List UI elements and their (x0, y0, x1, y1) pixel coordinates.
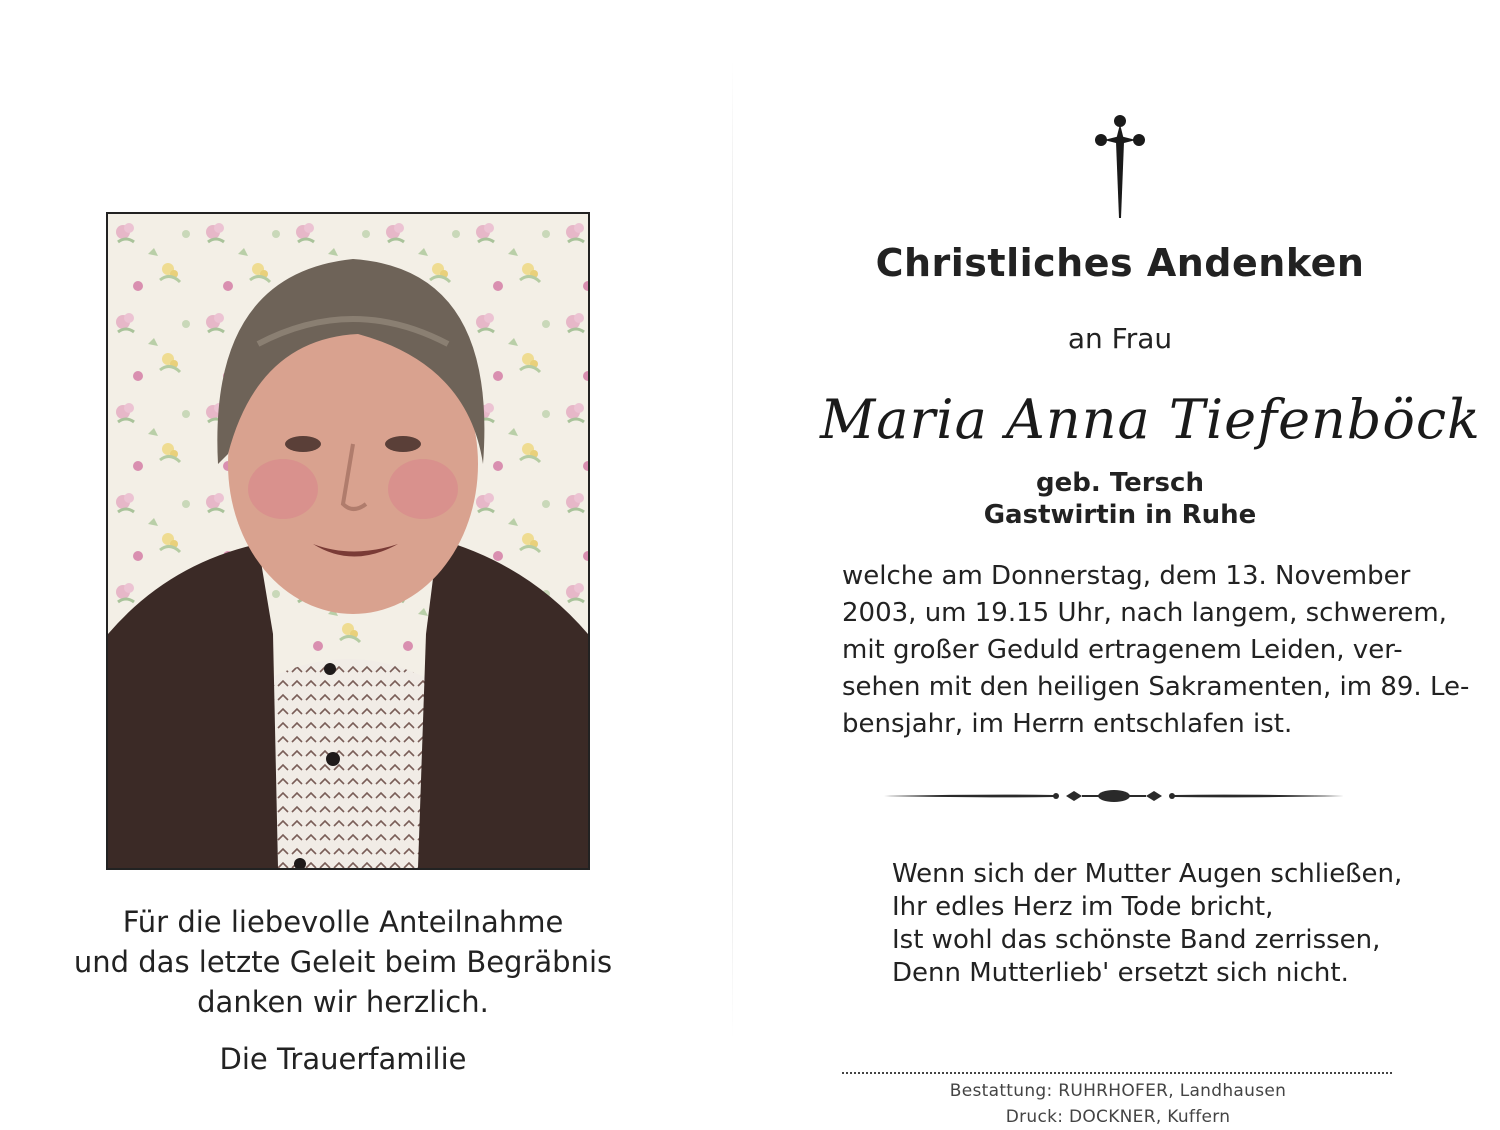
poem-line: Denn Mutterlieb' ersetzt sich nicht. (892, 958, 1349, 988)
thanks-line: danken wir herzlich. (197, 985, 489, 1019)
cross-icon (1094, 114, 1146, 224)
obituary-line: welche am Donnerstag, dem 13. November (842, 561, 1411, 591)
thanks-text (60, 902, 626, 1022)
portrait-photo (106, 212, 590, 870)
obituary-line: sehen mit den heiligen Sakramenten, im 89. Le- (842, 672, 1470, 702)
poem (892, 858, 1412, 990)
occupation: Gastwirtin in Ruhe (983, 500, 1257, 530)
maiden-name: geb. Tersch (1036, 468, 1204, 498)
card-headline: Christliches Andenken (875, 241, 1365, 285)
family-signature: Die Trauerfamilie (219, 1042, 467, 1076)
credit-line: Bestattung: RUHRHOFER, Landhausen (949, 1081, 1287, 1101)
poem-line: Ist wohl das schönste Band zerrissen, (892, 925, 1381, 955)
ornament-divider-icon (884, 785, 1344, 811)
thanks-line: Für die liebevolle Anteilnahme (122, 905, 564, 939)
obituary-line: mit großer Geduld ertragenem Leiden, ver- (842, 635, 1403, 665)
obituary-line: bensjahr, im Herrn entschlafen ist. (842, 709, 1293, 739)
obituary-text (842, 558, 1470, 743)
thanks-line: und das letzte Geleit beim Begräbnis (73, 945, 613, 979)
dotted-rule (842, 1072, 1392, 1074)
obituary-line: 2003, um 19.15 Uhr, nach langem, schwerem, (842, 598, 1447, 628)
deceased-name: Maria Anna Tiefenböck (820, 388, 1481, 451)
poem-line: Wenn sich der Mutter Augen schließen, (892, 859, 1403, 889)
card-fold (732, 60, 733, 1040)
salutation: an Frau (1067, 322, 1173, 355)
poem-line: Ihr edles Herz im Tode bricht, (892, 892, 1274, 922)
credits (842, 1078, 1394, 1130)
credit-line: Druck: DOCKNER, Kuffern (1005, 1107, 1231, 1127)
